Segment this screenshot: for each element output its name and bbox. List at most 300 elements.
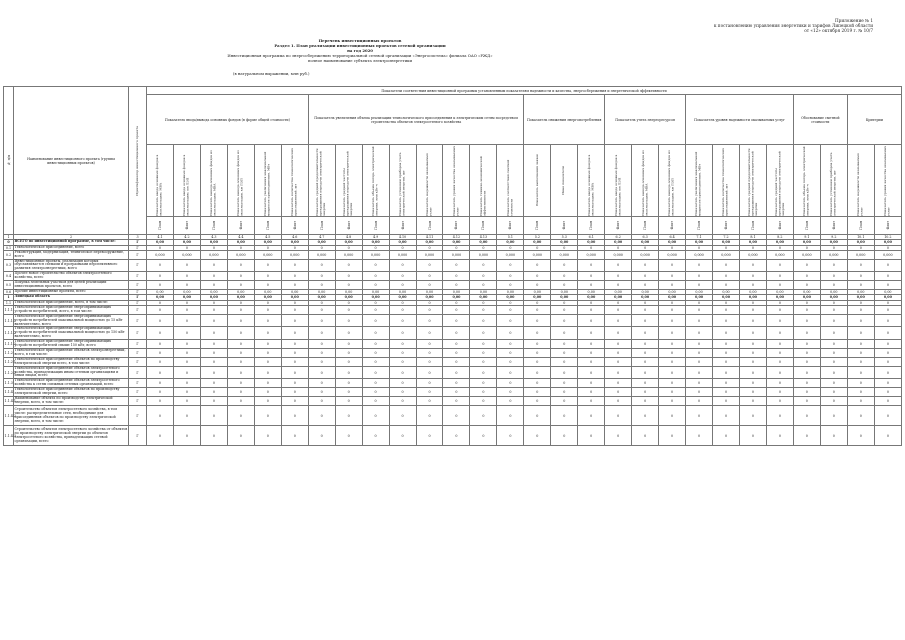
row-value: 0	[524, 280, 551, 289]
row-value: 0	[686, 259, 713, 271]
header-subhead	[416, 145, 443, 217]
row-value: 0	[200, 339, 227, 348]
header-subhead	[713, 145, 740, 217]
row-value: 0	[173, 306, 200, 315]
row-value: 0	[766, 426, 793, 446]
vertical-header-text: Факт	[346, 221, 351, 230]
row-name: Строительство объектов электросетевого хозяйства, в том числе: распределительные сети, необходимые для присоединения объектов по производству электрической энергии, всего, в том числе:	[14, 406, 129, 426]
row-value: 0	[578, 357, 605, 366]
row-value: 0	[470, 406, 497, 426]
row-value: 0	[227, 327, 254, 339]
row-value: 0	[497, 406, 524, 426]
row-value: 0,00	[362, 295, 389, 301]
row-value: 0,00	[793, 295, 820, 301]
row-name: Прочие инвестиционные проекты, всего	[14, 289, 129, 295]
row-value: 0,00	[659, 295, 686, 301]
row-value: 0	[605, 406, 632, 426]
row-value: 0	[605, 271, 632, 280]
header-plan-fact	[227, 217, 254, 235]
row-value: 0	[713, 271, 740, 280]
row-value: 0	[389, 366, 416, 378]
row-value: 0	[362, 348, 389, 357]
row-value: 0	[524, 348, 551, 357]
vertical-header-text: Показатель выполнения заявок	[534, 154, 539, 207]
row-value: 0,00	[308, 295, 335, 301]
row-value: 0	[820, 280, 847, 289]
row-value: 0	[847, 245, 874, 251]
row-value: 0	[497, 426, 524, 446]
title-line: Раздел 1. План реализации инвестиционных проектов сетевой организации	[274, 43, 446, 48]
row-value: 0	[874, 388, 901, 397]
row-id: Г	[129, 295, 147, 301]
vertical-header-text: Показатель вывода основных фондов из эксплуатации, МВА	[209, 149, 217, 216]
header-plan-fact	[713, 217, 740, 235]
vertical-header-text: План	[643, 221, 648, 230]
row-value: 0	[147, 327, 174, 339]
header-subhead	[739, 145, 766, 217]
vertical-header-text: Факт	[292, 221, 297, 230]
row-value: 0,00	[200, 289, 227, 295]
row-value: 0,000	[254, 251, 281, 260]
header-plan-fact	[281, 217, 308, 235]
row-value: 0	[793, 406, 820, 426]
row-value: 0	[470, 259, 497, 271]
row-value: 0	[766, 245, 793, 251]
row-value: 0	[443, 397, 470, 406]
row-value: 0	[227, 348, 254, 357]
row-value: 0,00	[389, 240, 416, 246]
column-number: 7.2	[713, 235, 740, 240]
row-value: 0	[443, 327, 470, 339]
row-id: Г	[129, 245, 147, 251]
row-value: 0,00	[793, 289, 820, 295]
row-value: 0	[578, 397, 605, 406]
row-value: 0	[605, 357, 632, 366]
row-value: 0	[847, 426, 874, 446]
table-row	[4, 406, 902, 426]
vertical-header-text: Показатель уровня качества оказываемых услуг	[883, 145, 891, 216]
row-value: 0,00	[173, 240, 200, 246]
header-subhead	[632, 145, 659, 217]
row-value: 0	[578, 259, 605, 271]
row-value: 0	[254, 327, 281, 339]
vertical-header-text: Факт	[723, 221, 728, 230]
row-value: 0	[551, 388, 578, 397]
column-number: 3	[129, 235, 147, 240]
header-subhead	[470, 145, 497, 217]
row-value: 0	[874, 379, 901, 388]
row-value: 0	[847, 348, 874, 357]
row-value: 0	[874, 348, 901, 357]
row-value: 0	[605, 388, 632, 397]
column-number: 4.13	[470, 235, 497, 240]
row-value: 0	[766, 366, 793, 378]
vertical-header-text: План	[804, 221, 809, 230]
row-value: 0	[847, 280, 874, 289]
row-value: 0	[308, 379, 335, 388]
row-value: 0	[686, 280, 713, 289]
row-value: 0	[793, 327, 820, 339]
row-value: 0	[578, 348, 605, 357]
row-value: 0	[820, 366, 847, 378]
row-value: 0	[443, 357, 470, 366]
table-row	[4, 348, 902, 357]
row-value: 0,00	[874, 295, 901, 301]
vertical-header-text: Факт	[885, 221, 890, 230]
row-value: 0	[362, 280, 389, 289]
row-value: 0,00	[227, 289, 254, 295]
row-value: 0	[173, 259, 200, 271]
row-value: 0	[281, 397, 308, 406]
row-value: 0,00	[713, 289, 740, 295]
row-value: 0,000	[362, 251, 389, 260]
column-number: 4.4	[227, 235, 254, 240]
row-value: 0	[632, 406, 659, 426]
row-value: 0	[766, 271, 793, 280]
row-value: 0	[739, 327, 766, 339]
row-value: 0	[874, 300, 901, 306]
row-value: 0	[551, 306, 578, 315]
appendix-line: от «12» октября 2019 г. № 10/7	[804, 28, 873, 34]
row-value: 0	[874, 327, 901, 339]
row-value: 0	[281, 357, 308, 366]
row-id: Г	[129, 315, 147, 327]
row-value: 0	[362, 397, 389, 406]
row-value: 0	[659, 388, 686, 397]
row-value: 0	[227, 271, 254, 280]
row-value: 0	[389, 426, 416, 446]
row-value: 0,00	[551, 289, 578, 295]
vertical-header-text: Показатель количества технологических присоединений, шт	[290, 147, 298, 216]
header-subhead	[254, 145, 281, 217]
row-number: 1.1.4.2	[4, 406, 14, 426]
row-value: 0	[605, 397, 632, 406]
header-subhead	[686, 145, 713, 217]
row-value: 0	[551, 259, 578, 271]
row-value: 0	[200, 379, 227, 388]
row-value: 0	[632, 379, 659, 388]
row-value: 0	[227, 300, 254, 306]
row-value: 0	[497, 357, 524, 366]
row-value: 0	[659, 327, 686, 339]
row-value: 0	[551, 348, 578, 357]
row-value: 0,00	[632, 289, 659, 295]
header-subhead	[497, 145, 524, 217]
row-value: 0	[443, 259, 470, 271]
row-value: 0	[227, 388, 254, 397]
row-value: 0	[147, 388, 174, 397]
row-value: 0	[847, 300, 874, 306]
title-line: Перечень инвестиционных проектов	[318, 38, 402, 43]
row-value: 0	[227, 280, 254, 289]
row-value: 0	[793, 397, 820, 406]
row-value: 0	[470, 366, 497, 378]
row-value: 0	[551, 406, 578, 426]
vertical-header-text: Показатель ввода основных фондов в эксплуатацию, МВА	[586, 154, 595, 216]
row-name: Реконструкция, модернизация, техническое перевооружение, всего	[14, 251, 129, 260]
row-number: 0	[4, 240, 14, 246]
row-number: 0.4	[4, 271, 14, 280]
row-value: 0	[632, 306, 659, 315]
table-row	[4, 315, 902, 327]
row-value: 0,00	[578, 295, 605, 301]
row-value: 0,00	[632, 240, 659, 246]
row-value: 0	[254, 280, 281, 289]
row-value: 0	[147, 366, 174, 378]
table-row	[4, 357, 902, 366]
row-value: 0,00	[739, 240, 766, 246]
vertical-header-text: Факт	[238, 221, 243, 230]
row-value: 0	[524, 300, 551, 306]
row-value: 0	[551, 426, 578, 446]
row-id: Г	[129, 327, 147, 339]
row-value: 0	[335, 397, 362, 406]
header-subhead	[605, 145, 632, 217]
row-value: 0	[739, 406, 766, 426]
document-title	[200, 38, 520, 63]
vertical-header-text: План	[157, 221, 162, 230]
row-value: 0,00	[497, 295, 524, 301]
row-value: 0	[443, 406, 470, 426]
row-name: Технологическое присоединение объектов электросетевого хозяйства, принадлежащих иным сетевым организациям и иным лицам, всего	[14, 366, 129, 378]
row-value: 0,000	[578, 251, 605, 260]
row-value: 0	[524, 388, 551, 397]
header-subhead	[443, 145, 470, 217]
row-value: 0	[686, 426, 713, 446]
row-value: 0	[173, 339, 200, 348]
row-value: 0	[147, 280, 174, 289]
row-value: 0	[713, 348, 740, 357]
row-value: 0,000	[874, 251, 901, 260]
row-value: 0	[389, 348, 416, 357]
row-value: 0	[793, 315, 820, 327]
row-value: 0	[147, 300, 174, 306]
row-value: 0	[416, 406, 443, 426]
column-number: 5.2	[524, 235, 551, 240]
row-value: 0	[820, 271, 847, 280]
vertical-header-text: Показатель средней частоты прекращения передачи электрической энергии	[342, 150, 354, 216]
table-row	[4, 388, 902, 397]
row-value: 0	[578, 388, 605, 397]
row-value: 0	[227, 426, 254, 446]
row-value: 0	[524, 397, 551, 406]
row-number: 1.1.4.3	[4, 426, 14, 446]
row-value: 0,00	[713, 295, 740, 301]
row-value: 0	[443, 280, 470, 289]
vertical-header-text: План	[265, 221, 270, 230]
row-value: 0	[470, 339, 497, 348]
title-line: Инвестиционная программа по энергосбережению территориальной сетевой организации «Энергосистема» филиала ОАО «РЖД»	[227, 53, 493, 58]
row-value: 0	[254, 315, 281, 327]
row-value: 0	[874, 406, 901, 426]
column-number: 10.2	[874, 235, 901, 240]
row-value: 0	[389, 379, 416, 388]
row-value: 0	[443, 300, 470, 306]
row-value: 0	[793, 339, 820, 348]
row-value: 0	[281, 406, 308, 426]
column-number: 6.2	[605, 235, 632, 240]
row-value: 0	[497, 366, 524, 378]
header-subhead	[200, 145, 227, 217]
row-value: 0	[632, 315, 659, 327]
row-value: 0	[659, 315, 686, 327]
row-value: 0	[713, 397, 740, 406]
row-value: 0	[254, 379, 281, 388]
column-number: 4.2	[173, 235, 200, 240]
header-plan-fact	[632, 217, 659, 235]
row-value: 0	[335, 426, 362, 446]
row-value: 0	[200, 388, 227, 397]
investment-table	[3, 86, 902, 446]
row-value: 0,000	[713, 251, 740, 260]
row-number: 1.1.4	[4, 388, 14, 397]
row-value: 0	[470, 306, 497, 315]
row-value: 0	[335, 388, 362, 397]
row-value: 0	[147, 397, 174, 406]
row-value: 0	[766, 348, 793, 357]
row-value: 0	[578, 300, 605, 306]
row-value: 0	[308, 366, 335, 378]
row-value: 0	[793, 306, 820, 315]
row-name: Технологическое присоединение энергопринимающих устройств потребителей максимальной мощностью до 150 кВт включительно, всего	[14, 327, 129, 339]
row-value: 0	[524, 357, 551, 366]
vertical-header-text: Показатель увеличения максимальной мощности присоединения, МВт	[694, 151, 703, 216]
row-value: 0	[227, 315, 254, 327]
row-number: 1.1.4.1	[4, 397, 14, 406]
column-number: 4.12	[443, 235, 470, 240]
vertical-header-text: Показатель ввода основных фондов в эксплуатацию, МВА	[155, 154, 163, 216]
row-value: 0,00	[766, 289, 793, 295]
row-value: 0	[416, 388, 443, 397]
row-value: 0	[281, 259, 308, 271]
row-value: 0	[281, 348, 308, 357]
row-value: 0	[605, 379, 632, 388]
row-value: 0	[713, 245, 740, 251]
row-value: 0	[820, 406, 847, 426]
column-number: 10.1	[847, 235, 874, 240]
row-number: 1.1.1.1	[4, 315, 14, 327]
row-value: 0	[766, 406, 793, 426]
row-value: 0	[739, 271, 766, 280]
row-value: 0	[443, 366, 470, 378]
row-value: 0	[605, 306, 632, 315]
row-value: 0,000	[200, 251, 227, 260]
row-value: 0	[632, 271, 659, 280]
row-value: 0	[766, 388, 793, 397]
row-value: 0,00	[524, 240, 551, 246]
header-plan-fact	[659, 217, 686, 235]
row-value: 0	[470, 348, 497, 357]
row-value: 0,000	[659, 251, 686, 260]
row-value: 0,00	[497, 240, 524, 246]
row-value: 0	[389, 315, 416, 327]
row-value: 0	[793, 366, 820, 378]
row-value: 0	[227, 357, 254, 366]
header-subhead	[173, 145, 200, 217]
row-value: 0	[173, 366, 200, 378]
row-value: 0,00	[766, 240, 793, 246]
row-value: 0	[659, 280, 686, 289]
column-number: 8.1	[739, 235, 766, 240]
row-value: 0	[766, 379, 793, 388]
row-value: 0	[147, 259, 174, 271]
vertical-header-text: Показатель соответствия сметной стоимости	[505, 159, 514, 216]
row-value: 0	[766, 300, 793, 306]
vertical-header-text: Показатель средней продолжительности прекращения передачи электрической энергии	[746, 147, 758, 216]
header-plan-fact	[147, 217, 174, 235]
row-value: 0	[793, 348, 820, 357]
row-value: 0	[227, 259, 254, 271]
row-value: 0	[820, 300, 847, 306]
row-value: 0	[847, 388, 874, 397]
row-value: 0	[632, 357, 659, 366]
row-value: 0	[335, 315, 362, 327]
row-value: 0	[874, 280, 901, 289]
vertical-header-text: Факт	[616, 221, 621, 230]
row-value: 0,00	[200, 295, 227, 301]
row-value: 0	[254, 245, 281, 251]
row-value: 0	[686, 379, 713, 388]
row-value: 0	[362, 379, 389, 388]
row-value: 0	[281, 306, 308, 315]
row-value: 0,00	[308, 289, 335, 295]
row-value: 0	[308, 406, 335, 426]
row-value: 0	[686, 357, 713, 366]
header-subhead	[524, 145, 551, 217]
header-plan-fact	[847, 217, 874, 235]
row-id: Г	[129, 357, 147, 366]
row-value: 0	[497, 300, 524, 306]
row-value: 0	[632, 397, 659, 406]
table-row	[4, 397, 902, 406]
row-id: Г	[129, 406, 147, 426]
row-value: 0	[713, 388, 740, 397]
row-value: 0,00	[416, 240, 443, 246]
row-value: 0	[632, 327, 659, 339]
row-value: 0,00	[551, 295, 578, 301]
column-number: 4.8	[335, 235, 362, 240]
header-group: Показатель ввода/вывода основных фондов (в форме общей стоимости)	[147, 95, 309, 145]
row-number: 1.1	[4, 300, 14, 306]
row-value: 0	[416, 300, 443, 306]
row-value: 0,000	[281, 251, 308, 260]
row-value: 0	[632, 339, 659, 348]
header-subhead	[578, 145, 605, 217]
row-value: 0	[632, 245, 659, 251]
row-value: 0	[470, 357, 497, 366]
row-value: 0	[497, 388, 524, 397]
row-value: 0	[605, 245, 632, 251]
vertical-header-text: План	[750, 221, 755, 230]
row-value: 0	[227, 339, 254, 348]
row-value: 0,00	[416, 289, 443, 295]
row-value: 0	[227, 366, 254, 378]
row-value: 0	[686, 327, 713, 339]
row-name: Прочее новое строительство объектов электросетевого хозяйства, всего	[14, 271, 129, 280]
row-value: 0	[766, 315, 793, 327]
row-id: Г	[129, 366, 147, 378]
row-value: 0	[713, 357, 740, 366]
row-value: 0	[713, 280, 740, 289]
row-value: 0	[820, 327, 847, 339]
row-value: 0	[739, 357, 766, 366]
row-id: Г	[129, 300, 147, 306]
row-value: 0,000	[497, 251, 524, 260]
row-value: 0,00	[362, 289, 389, 295]
header-plan-fact	[578, 217, 605, 235]
row-value: 0	[389, 280, 416, 289]
column-number: 9.1	[793, 235, 820, 240]
